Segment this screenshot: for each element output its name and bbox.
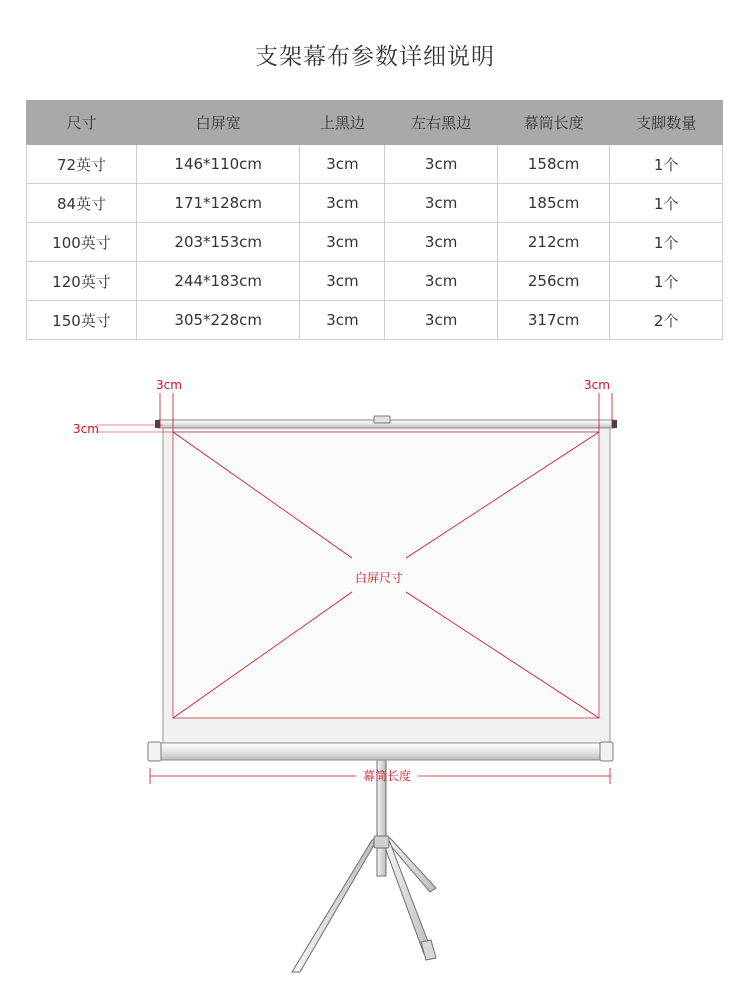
cell-top-border: 3cm: [300, 145, 385, 184]
cell-side-border: 3cm: [385, 262, 498, 301]
cell-leg-count: 1个: [610, 262, 723, 301]
left-border-label: 3cm: [156, 378, 182, 392]
screen-diagram: [0, 360, 750, 1005]
header-screen-width: 白屏宽: [137, 101, 300, 145]
table-row: [27, 145, 723, 184]
cell-screen-width: 203*153cm: [137, 223, 300, 262]
cell-tube-length: 317cm: [497, 301, 610, 340]
cell-side-border: 3cm: [385, 145, 498, 184]
cell-tube-length: 212cm: [497, 223, 610, 262]
cell-tube-length: 158cm: [497, 145, 610, 184]
cell-top-border: 3cm: [300, 301, 385, 340]
cell-tube-length: 185cm: [497, 184, 610, 223]
tripod-stand: [292, 758, 436, 972]
cell-tube-length: 256cm: [497, 262, 610, 301]
tube-length-label: 幕筒长度: [362, 769, 412, 783]
cell-top-border: 3cm: [300, 223, 385, 262]
header-tube-length: 幕筒长度: [497, 101, 610, 145]
cell-leg-count: 2个: [610, 301, 723, 340]
cell-screen-width: 305*228cm: [137, 301, 300, 340]
top-border-label: 3cm: [73, 422, 99, 436]
cell-side-border: 3cm: [385, 184, 498, 223]
projection-screen: [163, 426, 610, 746]
table-header-row: [27, 101, 723, 145]
cell-side-border: 3cm: [385, 301, 498, 340]
cell-size: 100英寸: [27, 223, 137, 262]
cell-top-border: 3cm: [300, 262, 385, 301]
page-title: 支架幕布参数详细说明: [255, 44, 495, 70]
header-side-border: 左右黑边: [385, 101, 498, 145]
cell-top-border: 3cm: [300, 184, 385, 223]
cell-leg-count: 1个: [610, 145, 723, 184]
cell-leg-count: 1个: [610, 223, 723, 262]
cell-size: 120英寸: [27, 262, 137, 301]
spec-table: [26, 100, 723, 340]
screen-size-label: 白屏尺寸: [354, 571, 404, 585]
cell-leg-count: 1个: [610, 184, 723, 223]
header-leg-count: 支脚数量: [610, 101, 723, 145]
cell-size: 84英寸: [27, 184, 137, 223]
cell-side-border: 3cm: [385, 223, 498, 262]
header-top-border: 上黑边: [300, 101, 385, 145]
bottom-tube: [148, 742, 613, 761]
cell-size: 150英寸: [27, 301, 137, 340]
table-row: [27, 301, 723, 340]
top-bar: [155, 416, 617, 428]
cell-screen-width: 146*110cm: [137, 145, 300, 184]
right-border-label: 3cm: [584, 378, 610, 392]
cell-screen-width: 244*183cm: [137, 262, 300, 301]
table-row: [27, 262, 723, 301]
table-row: [27, 184, 723, 223]
table-row: [27, 223, 723, 262]
cell-screen-width: 171*128cm: [137, 184, 300, 223]
cell-size: 72英寸: [27, 145, 137, 184]
header-size: 尺寸: [27, 101, 137, 145]
